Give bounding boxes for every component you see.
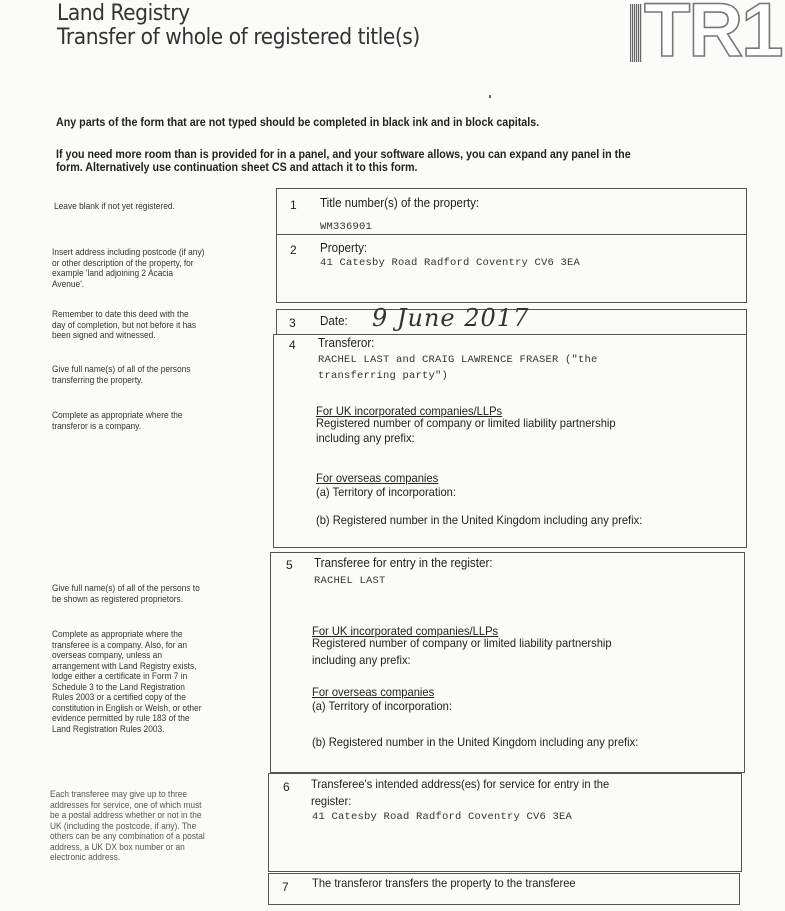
transferee-uk-company-line1: Registered number of company or limited liability partnership xyxy=(312,636,612,650)
panel-1-title: Title number(s) of the property: xyxy=(320,196,480,210)
note-transferee-company: Complete as appropriate where the transferee is a company. Also, for an overseas company, unless an arrangement with Land Registry exists, lodge either a certificate in Form 7 in Schedule 3 to the Land Registration Rules 2003 or a certified copy of the constitution in English or Welsh, or other evidence permitted by rule 183 of the Land Registration Rules 2003. xyxy=(52,629,202,735)
panel-3-number: 3 xyxy=(289,316,296,330)
panel-4-title: Transferor: xyxy=(318,336,375,350)
property-value: 41 Catesby Road Radford Coventry CV6 3EA xyxy=(320,257,581,269)
panel-3-title: Date: xyxy=(320,314,348,328)
panel-6-number: 6 xyxy=(283,780,290,794)
title-number-value: WM336901 xyxy=(320,221,373,233)
panel-1-number: 1 xyxy=(290,198,297,212)
panel-6-title-line2: register: xyxy=(311,794,352,808)
panel-5-title: Transferee for entry in the register: xyxy=(314,556,493,570)
panel-2-number: 2 xyxy=(290,243,297,257)
intro-expand-line1: If you need more room than is provided for in a panel, and your software allows, you can expand any panel in the xyxy=(56,149,631,161)
panel-7-number: 7 xyxy=(282,880,289,894)
transferee-overseas-territory: (a) Territory of incorporation: xyxy=(312,699,452,713)
transferor-value-line1: RACHEL LAST and CRAIG LAWRENCE FRASER ("the xyxy=(318,354,598,366)
transferor-uk-company-line1: Registered number of company or limited liability partnership xyxy=(316,416,616,430)
form-code-barcode xyxy=(630,4,642,62)
form-heading-line1: Land Registry xyxy=(57,1,190,26)
panel-5-number: 5 xyxy=(286,558,293,572)
panel-6-title-line1: Transferee's intended address(es) for service for entry in the xyxy=(311,777,610,791)
note-property: Insert address including postcode (if any) or other description of the property, for example 'land adjoining 2 Acacia Avenue'. xyxy=(52,247,205,290)
note-title-number: Leave blank if not yet registered. xyxy=(54,201,175,212)
transferee-overseas-heading: For overseas companies xyxy=(312,685,435,699)
transferor-overseas-territory: (a) Territory of incorporation: xyxy=(316,485,456,499)
transferee-uk-company-heading: For UK incorporated companies/LLPs xyxy=(312,624,499,638)
note-transferor: Give full name(s) of all of the persons transferring the property. xyxy=(52,364,191,386)
note-transferee: Give full name(s) of all of the persons to be shown as registered proprietors. xyxy=(52,583,200,605)
panel-2-bottom-rule xyxy=(276,302,746,303)
form-heading-line2: Transfer of whole of registered title(s) xyxy=(57,25,420,50)
form-code-logo: TR1 xyxy=(644,0,782,73)
transferee-value: RACHEL LAST xyxy=(314,575,386,587)
transferor-uk-company-heading: For UK incorporated companies/LLPs xyxy=(316,404,503,418)
transferor-overseas-regnumber: (b) Registered number in the United Kingdom including any prefix: xyxy=(316,513,643,527)
intro-expand-line2: form. Alternatively use continuation sheet CS and attach it to this form. xyxy=(56,162,418,174)
panel-2-title: Property: xyxy=(320,241,368,255)
panel-7-title: The transferor transfers the property to the transferee xyxy=(312,876,576,890)
transferor-value-line2: transferring party") xyxy=(318,370,449,382)
service-address-value: 41 Catesby Road Radford Coventry CV6 3EA xyxy=(312,811,573,823)
note-date: Remember to date this deed with the day of completion, but not before it has been signed and witnessed. xyxy=(52,309,197,341)
transferor-overseas-heading: For overseas companies xyxy=(316,471,439,485)
panel-4-number: 4 xyxy=(289,338,296,352)
scan-speck xyxy=(489,95,491,98)
transferee-overseas-regnumber: (b) Registered number in the United Kingdom including any prefix: xyxy=(312,735,639,749)
handwritten-date: 9 June 2017 xyxy=(372,304,530,332)
note-address-service: Each transferee may give up to three addresses for service, one of which must be a postal address whether or not in the UK (including the postcode, if any). The others can be any combination of a postal address, a UK DX box number or an electronic address. xyxy=(50,789,205,863)
note-transferor-company: Complete as appropriate where the transferor is a company. xyxy=(52,410,183,432)
transferor-uk-company-line2: including any prefix: xyxy=(316,431,415,445)
transferee-uk-company-line2: including any prefix: xyxy=(312,653,411,667)
intro-ink-instruction: Any parts of the form that are not typed should be completed in black ink and in block capitals. xyxy=(56,117,540,129)
